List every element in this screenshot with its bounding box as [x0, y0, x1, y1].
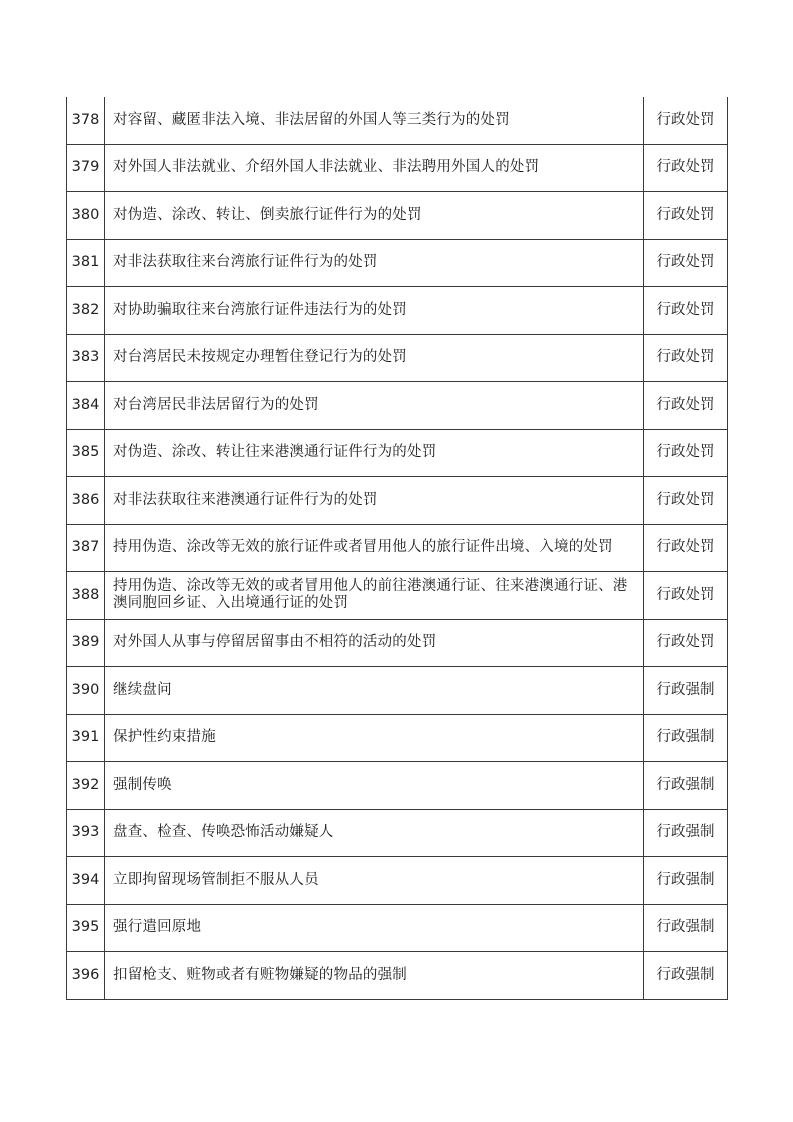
row-number: 396 — [67, 952, 105, 1000]
item-type: 行政处罚 — [644, 239, 728, 287]
row-number: 383 — [67, 334, 105, 382]
table-row — [67, 857, 728, 905]
row-number: 379 — [67, 144, 105, 192]
item-type: 行政强制 — [644, 809, 728, 857]
row-number: 378 — [67, 97, 105, 144]
item-type: 行政强制 — [644, 667, 728, 715]
item-type: 行政处罚 — [644, 619, 728, 667]
item-type: 行政处罚 — [644, 192, 728, 240]
item-name: 对伪造、涂改、转让、倒卖旅行证件行为的处罚 — [105, 192, 644, 240]
table-row — [67, 619, 728, 667]
row-number: 382 — [67, 287, 105, 335]
item-type: 行政处罚 — [644, 524, 728, 572]
item-type: 行政强制 — [644, 762, 728, 810]
item-name: 对外国人从事与停留居留事由不相符的活动的处罚 — [105, 619, 644, 667]
item-name: 对台湾居民非法居留行为的处罚 — [105, 382, 644, 430]
item-type: 行政强制 — [644, 904, 728, 952]
item-name: 保护性约束措施 — [105, 714, 644, 762]
row-number: 386 — [67, 477, 105, 525]
row-number: 390 — [67, 667, 105, 715]
item-name: 强制传唤 — [105, 762, 644, 810]
table-row — [67, 477, 728, 525]
item-name: 对台湾居民未按规定办理暂住登记行为的处罚 — [105, 334, 644, 382]
table-row — [67, 192, 728, 240]
item-type: 行政处罚 — [644, 382, 728, 430]
item-name: 立即拘留现场管制拒不服从人员 — [105, 857, 644, 905]
table-row — [67, 382, 728, 430]
row-number: 387 — [67, 524, 105, 572]
table-row — [67, 667, 728, 715]
row-number: 395 — [67, 904, 105, 952]
table-row — [67, 904, 728, 952]
item-name: 对伪造、涂改、转让往来港澳通行证件行为的处罚 — [105, 429, 644, 477]
table-row — [67, 97, 728, 144]
item-name: 盘查、检查、传唤恐怖活动嫌疑人 — [105, 809, 644, 857]
item-type: 行政处罚 — [644, 334, 728, 382]
table-row — [67, 239, 728, 287]
table-row — [67, 762, 728, 810]
item-type: 行政处罚 — [644, 144, 728, 192]
row-number: 384 — [67, 382, 105, 430]
item-name: 扣留枪支、赃物或者有赃物嫌疑的物品的强制 — [105, 952, 644, 1000]
table-row — [67, 952, 728, 1000]
row-number: 388 — [67, 572, 105, 620]
row-number: 394 — [67, 857, 105, 905]
item-name: 对非法获取往来港澳通行证件行为的处罚 — [105, 477, 644, 525]
table-row — [67, 714, 728, 762]
table-row — [67, 287, 728, 335]
item-name: 对容留、藏匿非法入境、非法居留的外国人等三类行为的处罚 — [105, 97, 644, 144]
table-row — [67, 809, 728, 857]
item-type: 行政处罚 — [644, 477, 728, 525]
table-row — [67, 144, 728, 192]
item-name: 持用伪造、涂改等无效的旅行证件或者冒用他人的旅行证件出境、入境的处罚 — [105, 524, 644, 572]
item-name: 强行遣回原地 — [105, 904, 644, 952]
row-number: 389 — [67, 619, 105, 667]
table-row — [67, 334, 728, 382]
item-type: 行政处罚 — [644, 287, 728, 335]
item-type: 行政处罚 — [644, 572, 728, 620]
item-type: 行政处罚 — [644, 97, 728, 144]
item-type: 行政处罚 — [644, 429, 728, 477]
row-number: 381 — [67, 239, 105, 287]
row-number: 385 — [67, 429, 105, 477]
item-name: 对非法获取往来台湾旅行证件行为的处罚 — [105, 239, 644, 287]
item-name: 持用伪造、涂改等无效的或者冒用他人的前往港澳通行证、往来港澳通行证、港澳同胞回乡证、入出境通行证的处罚 — [105, 572, 644, 620]
item-type: 行政强制 — [644, 857, 728, 905]
power-list-table-wrapper — [66, 97, 727, 1000]
item-type: 行政强制 — [644, 714, 728, 762]
table-row — [67, 524, 728, 572]
item-type: 行政强制 — [644, 952, 728, 1000]
table-row — [67, 572, 728, 620]
power-list-table — [66, 97, 728, 1000]
row-number: 380 — [67, 192, 105, 240]
item-name: 对协助骗取往来台湾旅行证件违法行为的处罚 — [105, 287, 644, 335]
row-number: 391 — [67, 714, 105, 762]
item-name: 继续盘问 — [105, 667, 644, 715]
row-number: 392 — [67, 762, 105, 810]
item-name: 对外国人非法就业、介绍外国人非法就业、非法聘用外国人的处罚 — [105, 144, 644, 192]
table-row — [67, 429, 728, 477]
row-number: 393 — [67, 809, 105, 857]
